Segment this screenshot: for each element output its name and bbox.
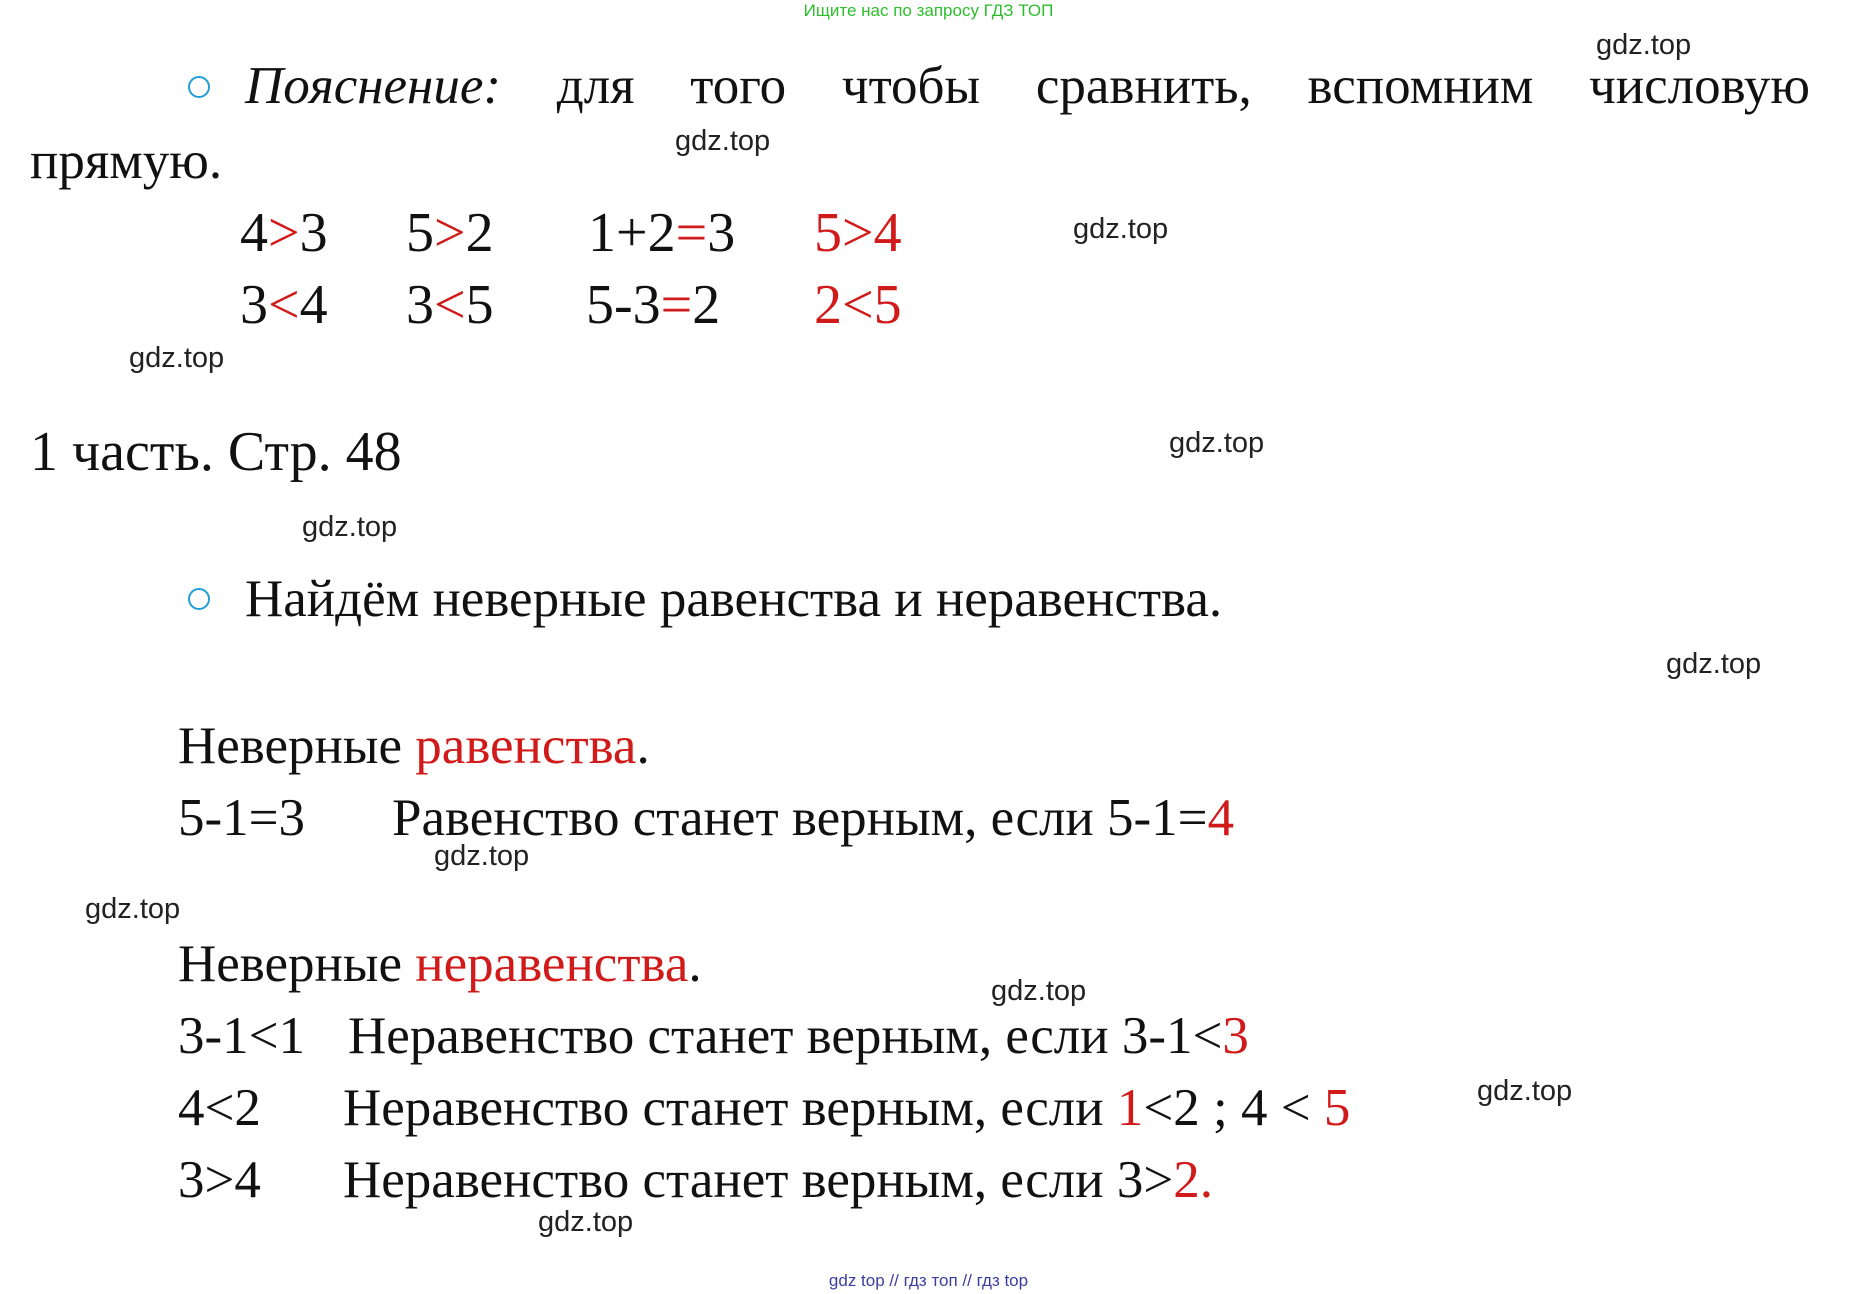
inequality-expr: 4<2 — [178, 1079, 261, 1137]
watermark: gdz.top — [991, 975, 1087, 1007]
explanation-word: для — [556, 57, 635, 115]
watermark: gdz.top — [538, 1206, 634, 1238]
equalities-heading: Неверные равенства. — [178, 717, 650, 775]
watermark: gdz.top — [129, 342, 225, 374]
watermark: gdz.top — [675, 125, 771, 157]
watermark: gdz.top — [1477, 1075, 1573, 1107]
watermark: gdz.top — [302, 511, 398, 543]
watermark: gdz.top — [434, 840, 530, 872]
top-banner: Ищите нас по запросу ГДЗ ТОП — [803, 1, 1054, 20]
equality-correction: Равенство станет верным, если 5-1=4 — [392, 789, 1235, 847]
watermark: gdz.top — [1073, 213, 1169, 245]
explanation-label: Пояснение: — [245, 57, 502, 115]
bottom-banner: gdz top // гдз топ // гдз top — [828, 1271, 1029, 1290]
explanation-line — [245, 56, 1810, 116]
inequality-correction: Неравенство станет верным, если 1<2 ; 4 < 5 — [343, 1079, 1351, 1137]
equality-expr: 5-1=3 — [178, 789, 306, 847]
watermark: gdz.top — [1169, 427, 1265, 459]
inequality-correction: Неравенство станет верным, если 3>2. — [343, 1151, 1213, 1209]
watermark: gdz.top — [1596, 29, 1692, 61]
inequality-expr: 3-1<1 — [178, 1007, 306, 1065]
comparison: 1+2=3 — [588, 202, 736, 264]
bullet-icon — [188, 588, 210, 610]
inequalities-heading: Неверные неравенства. — [178, 935, 702, 993]
comparison: 5>2 — [406, 202, 494, 264]
explanation-word: сравнить, — [1035, 57, 1252, 115]
comparison-highlighted: 5>4 — [814, 202, 902, 264]
task-text: Найдём неверные равенства и неравенства. — [245, 570, 1223, 628]
explanation-word: чтобы — [841, 57, 981, 115]
explanation-tail: прямую. — [30, 132, 223, 190]
explanation-word: числовую — [1589, 57, 1810, 115]
bullet-icon — [188, 76, 210, 98]
watermark: gdz.top — [1666, 648, 1762, 680]
comparison: 5-3=2 — [586, 274, 721, 336]
section-heading: 1 часть. Стр. 48 — [30, 421, 402, 483]
comparison-highlighted: 2<5 — [814, 274, 902, 336]
comparison: 3<5 — [406, 274, 494, 336]
comparison: 3<4 — [240, 274, 328, 336]
comparison: 4>3 — [240, 202, 328, 264]
inequality-expr: 3>4 — [178, 1151, 261, 1209]
explanation-word: того — [690, 57, 787, 115]
watermark: gdz.top — [85, 893, 181, 925]
explanation-word: вспомним — [1307, 57, 1534, 115]
inequality-correction: Неравенство станет верным, если 3-1<3 — [348, 1007, 1249, 1065]
